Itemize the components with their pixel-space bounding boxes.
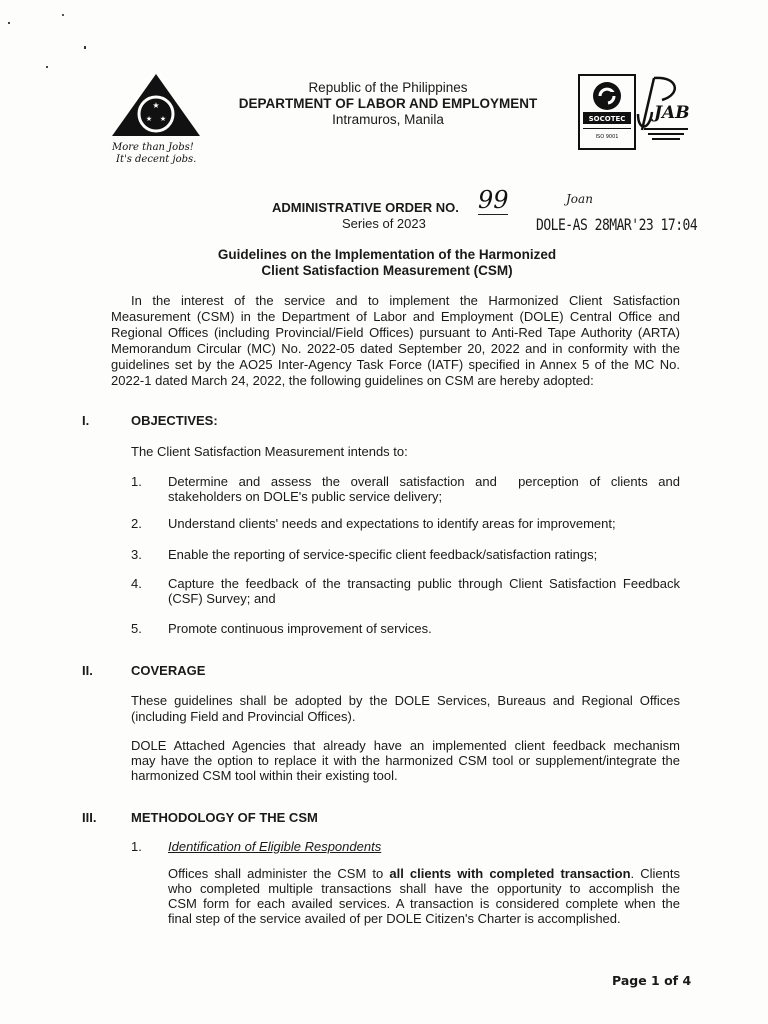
certification-logo (578, 74, 694, 154)
order-title: ADMINISTRATIVE ORDER NO. (272, 200, 459, 215)
methodology-text: Offices shall administer the CSM to (168, 866, 390, 881)
intro-line: 2022-1 dated March 24, 2022, the following guidelines on CSM are hereby adopted: (111, 373, 594, 388)
list-number: 1. (131, 839, 142, 854)
objective-item: Promote continuous improvement of services. (168, 621, 432, 636)
section-numeral: III. (82, 810, 97, 825)
intro-line: Measurement (CSM) in the Department of Labor and Employment (DOLE) Central Office and (111, 309, 680, 324)
methodology-line: CSM form for each availed services. A transaction is considered complete when the (168, 896, 680, 911)
logo-tagline-2: It's decent jobs. (116, 154, 197, 165)
section-numeral: I. (82, 413, 90, 428)
coverage-line: DOLE Attached Agencies that already have an implemented client feedback mechanism (131, 738, 680, 753)
objective-item: Understand clients' needs and expectations to identify areas for improvement; (168, 516, 616, 531)
list-number: 2. (131, 516, 142, 531)
coverage-line: (including Field and Provincial Offices). (131, 709, 356, 724)
section-numeral: II. (82, 663, 93, 678)
objective-item-cont: (CSF) Survey; and (168, 591, 276, 606)
header-department: DEPARTMENT OF LABOR AND EMPLOYMENT (238, 96, 538, 111)
scan-speck (62, 14, 64, 16)
stamp-initial: Joan (566, 192, 593, 206)
intro-line: guidelines set by the AO25 Inter-Agency Task Force (IATF) specified in Annex 5 of the MC No. (111, 357, 680, 372)
subsection-title: Identification of Eligible Respondents (168, 839, 382, 854)
header-location: Intramuros, Manila (332, 112, 444, 127)
methodology-emphasis: all clients with completed transaction (389, 866, 631, 881)
socotec-label: SOCOTEC (588, 115, 626, 123)
svg-text:★: ★ (152, 101, 160, 110)
section-title-objectives: OBJECTIVES: (131, 413, 218, 428)
objective-item: Determine and assess the overall satisfaction and perception of clients and (168, 474, 680, 489)
methodology-line: final step of the service availed of per DOLE Citizen's Charter is accomplished. (168, 911, 621, 926)
coverage-line: harmonized CSM tool within their existing tool. (131, 768, 398, 783)
section-title-methodology: METHODOLOGY OF THE CSM (131, 810, 318, 825)
svg-text:★: ★ (159, 115, 167, 123)
coverage-line: These guidelines shall be adopted by the DOLE Services, Bureaus and Regional Offices (131, 693, 680, 708)
scan-speck (8, 22, 10, 24)
intro-line: In the interest of the service and to implement the Harmonized Client Satisfaction (131, 293, 680, 308)
header-republic: Republic of the Philippines (308, 80, 468, 95)
objective-item: Enable the reporting of service-specific client feedback/satisfaction ratings; (168, 547, 598, 562)
logo-tagline-1: More than Jobs! (112, 142, 194, 153)
methodology-line (168, 866, 680, 881)
order-number: 99 (478, 186, 509, 214)
methodology-line: who completed multiple transactions shall have the opportunity to accomplish the (168, 881, 680, 896)
list-number: 4. (131, 576, 142, 591)
methodology-text: . Clients (630, 866, 680, 881)
svg-text:★: ★ (145, 115, 153, 123)
scan-speck (46, 66, 48, 68)
list-number: 1. (131, 474, 142, 489)
receiving-stamp: DOLE-AS 28MAR'23 17:04 (536, 216, 698, 235)
section-title-coverage: COVERAGE (131, 663, 206, 678)
jab-label: JAB (654, 103, 690, 123)
doc-title-line-2: Client Satisfaction Measurement (CSM) (261, 263, 513, 278)
doc-title-line-1: Guidelines on the Implementation of the Harmonized (217, 247, 557, 262)
order-series: Series of 2023 (342, 216, 426, 231)
coverage-line: may have the option to replace it with the harmonized CSM tool or supplement/integrate the (131, 753, 680, 768)
objectives-lead: The Client Satisfaction Measurement intends to: (131, 444, 408, 459)
intro-line: Regional Offices (including Provincial/Field Offices) pursuant to Anti-Red Tape Authority (ARTA) (111, 325, 680, 340)
scan-speck (84, 46, 86, 49)
iso-label: ISO 9001 (595, 134, 619, 140)
page-number: Page 1 of 4 (612, 973, 692, 988)
list-number: 3. (131, 547, 142, 562)
order-number-underline (478, 214, 508, 215)
intro-line: Memorandum Circular (MC) No. 2022-05 dated September 20, 2022 and in conformity with the (111, 341, 680, 356)
objective-item-cont: stakeholders on DOLE's public service delivery; (168, 489, 443, 504)
list-number: 5. (131, 621, 142, 636)
objective-item: Capture the feedback of the transacting public through Client Satisfaction Feedback (168, 576, 680, 591)
